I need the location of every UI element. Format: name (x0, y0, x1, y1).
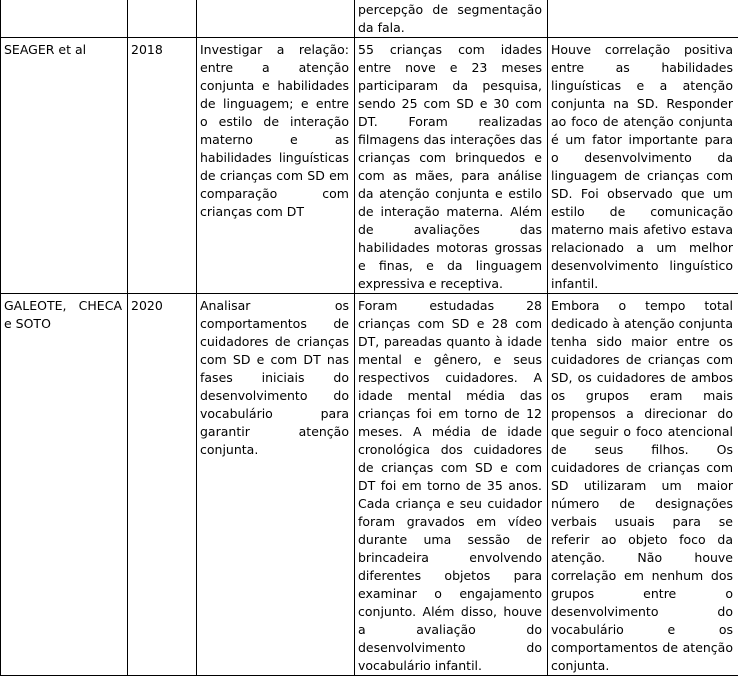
year-cell (128, 294, 197, 676)
method-text: percepção de segmentação da fala. (358, 1, 542, 37)
method-cell (355, 294, 548, 676)
method-text: 55 crianças com idades entre nove e 23 meses participaram da pesquisa, sendo 25 com SD e 30 com DT. Foram realizadas filmagens das interações das crianças com brinquedos e com as mães, para análise da atenção conjunta e estilo de interação materna. Além de avaliações das habilidades motoras grossas e finas, e da linguagem expressiva e receptiva. (358, 41, 542, 293)
results-text: Embora o tempo total dedicado à atenção conjunta tenha sido maior entre os cuidadores de crianças com SD, os cuidadores de ambos os grupos eram mais propensos a direcionar do que seguir o foco atencional de seus filhos. Os cuidadores de crianças com SD utilizaram um maior número de designações verbais usuais para se referir ao objeto foco da atenção. Não houve correlação em nenhum dos grupos entre o desenvolvimento do vocabulário e os comportamentos de atenção conjunta. (551, 297, 733, 675)
author-cell (1, 0, 128, 38)
method-text: Foram estudadas 28 crianças com SD e 28 com DT, pareadas quanto à idade mental e gênero, e seus respectivos cuidadores. A idade mental média das crianças foi em torno de 12 meses. A média de idade cronológica dos cuidadores de crianças com SD e com DT foi em torno de 35 anos. Cada criança e seu cuidador foram gravados em vídeo durante uma sessão de brincadeira envolvendo diferentes objetos para examinar o engajamento conjunto. Além disso, houve a avaliação do desenvolvimento do vocabulário infantil. (358, 297, 542, 675)
author-text: SEAGER et al (4, 41, 122, 59)
results-cell (548, 294, 738, 676)
objective-text: Analisar os comportamentos de cuidadores de crianças com SD e com DT nas fases iniciais do desenvolvimento do vocabulário para garantir atenção conjunta. (200, 297, 349, 459)
table-row (1, 294, 738, 676)
method-cell (355, 0, 548, 38)
results-cell (548, 0, 738, 38)
author-text: GALEOTE, CHECA e SOTO (4, 297, 122, 333)
year-text: 2020 (131, 297, 191, 315)
table-row (1, 38, 738, 294)
author-cell (1, 294, 128, 676)
year-text: 2018 (131, 41, 191, 59)
objective-cell (197, 0, 355, 38)
year-cell (128, 0, 197, 38)
objective-cell (197, 38, 355, 294)
method-cell (355, 38, 548, 294)
results-text: Houve correlação positiva entre as habilidades linguísticas e a atenção conjunta na SD. Responder ao foco de atenção conjunta é um fator importante para o desenvolvimento da linguagem de crianças com SD. Foi observado que um estilo de comunicação materno mais afetivo estava relacionado a um melhor desenvolvimento linguístico infantil. (551, 41, 733, 293)
results-cell (548, 38, 738, 294)
objective-text: Investigar a relação: entre a atenção conjunta e habilidades de linguagem; e entre o estilo de interação materno e as habilidades linguísticas de crianças com SD em comparação com crianças com DT (200, 41, 349, 221)
year-cell (128, 38, 197, 294)
author-cell (1, 38, 128, 294)
table-row (1, 0, 738, 38)
objective-cell (197, 294, 355, 676)
